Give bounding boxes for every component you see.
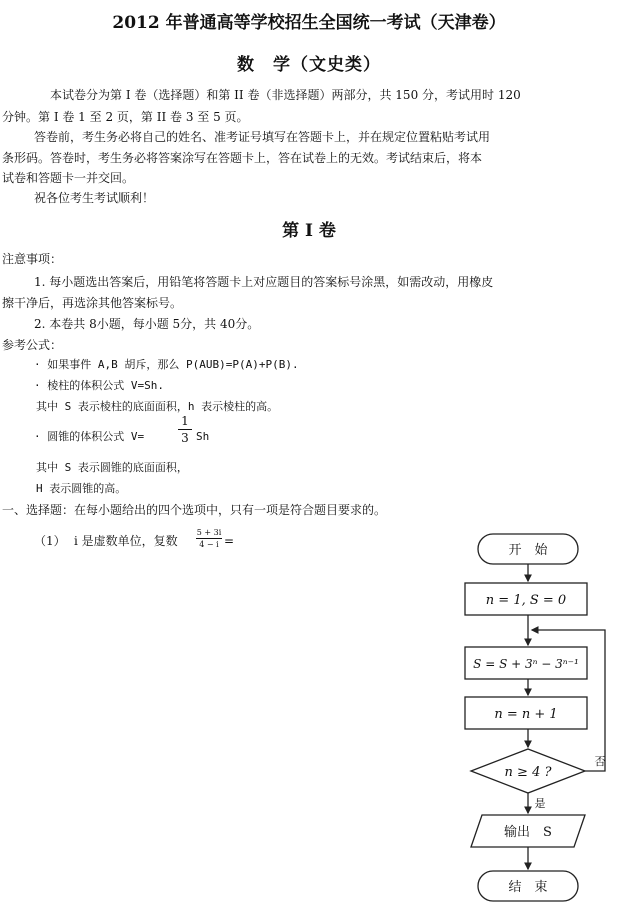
formula-cone-note: H 表示圆锥的高。 — [36, 482, 127, 495]
flowchart — [440, 520, 615, 905]
intro-line: 答卷前，考生务必将自己的姓名、准考证号填写在答题卡上，并在规定位置粘贴考试用 — [34, 130, 491, 144]
notes-item: 擦干净后，再选涂其他答案标号。 — [2, 296, 183, 310]
intro-line: 条形码。答卷时，考生务必将答案涂写在答题卡上，答在试卷上的无效。考试结束后，将本 — [2, 151, 483, 165]
fraction-denominator: 4 − i — [199, 540, 219, 549]
update-n-label: n = n + 1 — [494, 707, 558, 722]
update-s-label: S = S + 3ⁿ − 3ⁿ⁻¹ — [473, 657, 579, 671]
question-number: （1） — [34, 534, 66, 548]
intro-line: 本试卷分为第 I 卷（选择题）和第 II 卷（非选择题）两部分，共 150 分，考试用时 120 — [50, 88, 521, 102]
init-label: n = 1, S = 0 — [485, 593, 567, 608]
page-title: 2012 年普通高等学校招生全国统一考试（天津卷） — [112, 13, 506, 33]
fraction-numerator: 1 — [181, 414, 189, 428]
loop-back-arrow — [532, 630, 605, 771]
intro-line: 分钟。第 I 卷 1 至 2 页，第 II 卷 3 至 5 页。 — [2, 110, 249, 124]
intro-line: 祝各位考生考试顺利！ — [34, 191, 155, 205]
formula-cone-suffix: Sh — [196, 430, 210, 443]
cone-fraction — [178, 414, 192, 445]
question-equals: = — [224, 534, 235, 548]
q1-fraction — [196, 528, 222, 549]
fraction-numerator: 5 + 3i — [196, 528, 222, 537]
fraction-bar — [178, 429, 192, 430]
section-heading: 一、选择题：在每小题给出的四个选项中，只有一项是符合题目要求的。 — [2, 503, 387, 517]
notes-item: 2. 本卷共 8小题，每小题 5分，共 40分。 — [34, 317, 260, 331]
formulas-heading: 参考公式： — [2, 338, 63, 352]
yes-branch-label: 是 — [534, 797, 546, 810]
intro-line: 试卷和答题卡一并交回。 — [2, 171, 135, 185]
notes-heading: 注意事项： — [2, 252, 63, 266]
condition-label: n ≥ 4 ? — [504, 765, 552, 780]
fraction-bar — [196, 538, 222, 539]
subject-title: 数 学（文史类） — [237, 55, 381, 75]
end-label: 结 束 — [508, 880, 548, 895]
formula-cone-volume: · 圆锥的体积公式 V= — [34, 430, 145, 443]
start-label: 开 始 — [508, 543, 548, 558]
formula-prism-volume: · 棱柱的体积公式 V=Sh. — [34, 379, 164, 392]
output-label: 输出 S — [504, 825, 552, 840]
no-branch-label: 否 — [594, 755, 606, 768]
formula-cone-note: 其中 S 表示圆锥的底面面积， — [36, 461, 188, 474]
volume-title: 第 I 卷 — [282, 221, 336, 241]
question-text: i 是虚数单位，复数 — [74, 534, 178, 548]
formula-prism-note: 其中 S 表示棱柱的底面面积，h 表示棱柱的高。 — [36, 400, 279, 413]
notes-item: 1. 每小题选出答案后，用铅笔将答题卡上对应题目的答案标号涂黑，如需改动，用橡皮 — [34, 275, 494, 289]
fraction-denominator: 3 — [181, 431, 189, 445]
formula-probability: · 如果事件 A,B 胡斥，那么 P(AUB)=P(A)+P(B). — [34, 358, 299, 371]
